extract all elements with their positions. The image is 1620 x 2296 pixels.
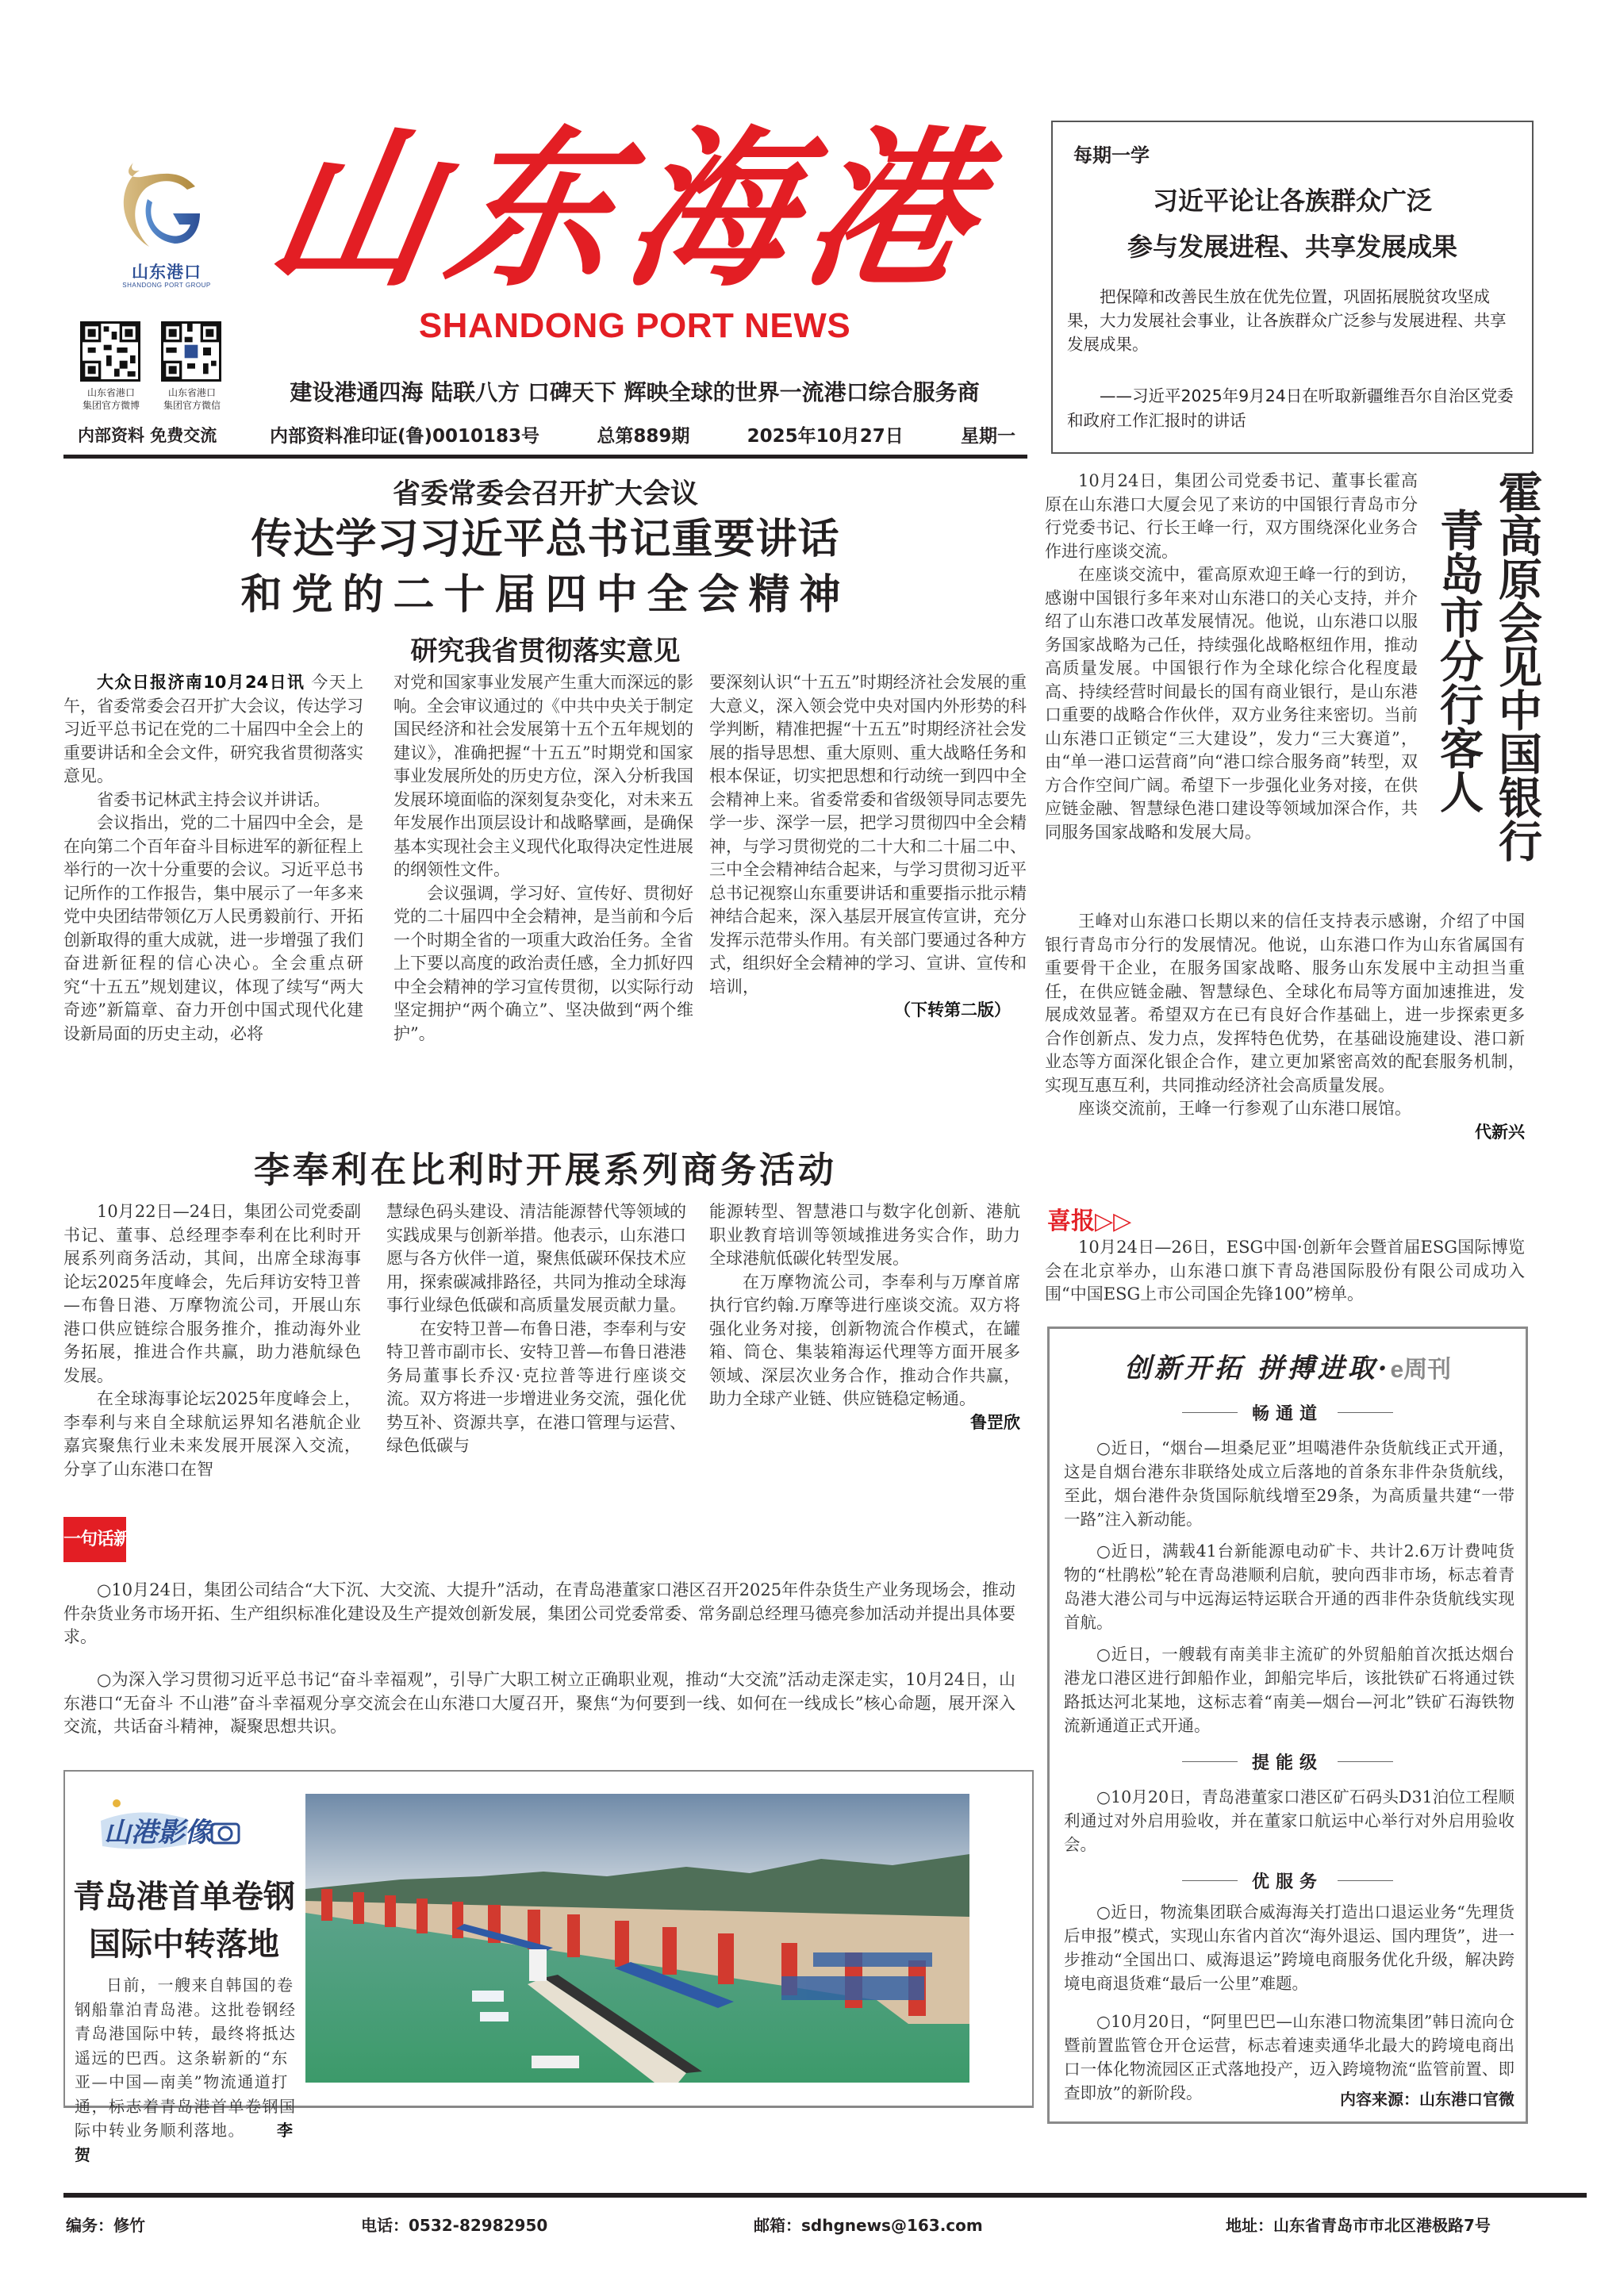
nameplate-english: SHANDONG PORT NEWS xyxy=(418,306,851,345)
photo-headline-line: 国际中转落地 xyxy=(89,1926,279,1963)
study-quote: 把保障和改善民生放在优先位置，巩固拓展脱贫攻坚成果，大力发展社会事业，让各族群众广泛参与发展进程、共享发展成果。 xyxy=(1067,287,1507,354)
e-weekly-box xyxy=(1047,1327,1528,2124)
paragraph: 要深刻认识“十五五”时期经济社会发展的重大意义，深入领会党中央对国内外形势的科学判断，精准把握“十五五”时期经济社会发展的指导思想、重大原则、重大战略任务和根本保证，切实把思想和行动统一到四中全会精神上来。省委常委和省级领导同志要先学一步、深学一层，把学习贯彻四中全会精神，与学习贯彻党的二十大和二十届二中、三中全会精神结合起来，与学习贯彻习近平总书记视察山东重要讲话和重要指示批示精神结合起来，深入基层开展宣传宣讲，充分发挥示范带头作用。有关部门要通过各种方式，组织好全会精神的学习、宣讲、宣传和培训， xyxy=(709,673,1027,996)
section-head-upgrade: 提能级 xyxy=(1050,1749,1526,1774)
paragraph: 会议指出，党的二十届四中全会，是在向第二个百年奋斗目标进军的新征程上举行的一次十分重要的会议。习近平总书记所作的工作报告，集中展示了一年多来党中央团结带领亿万人民勇毅前行、开拓创新取得的重大成就，进一步增强了我们奋进新征程的信心决心。全会重点研究“十五五”规划建议，体现了续写“两大奇迹”新篇章、奋力开创中国式现代化建设新局面的历史主动，必将 xyxy=(63,813,363,1043)
paragraph: 会议强调，学习好、宣传好、贯彻好党的二十届四中全会精神，是当前和今后一个时期全省的一项重大政治任务。全省上下要以高度的政治责任感，全力抓好四中全会精神的学习宣传贯彻，以实际行动坚定拥护“两个确立”、坚决做到“两个维护”。 xyxy=(393,883,693,1043)
lead-subhead: 研究我省贯彻落实意见 xyxy=(410,635,681,667)
lead-column-2 xyxy=(393,671,693,1046)
qr-caption-line: 集团官方微博 xyxy=(82,400,140,411)
photo-feature-box xyxy=(63,1770,1034,2164)
paragraph: 慧绿色码头建设、清洁能源替代等领域的实践成果与创新举措。他表示，山东港口愿与各方伙伴一道，聚焦低碳环保技术应用，探索碳减排路径，共同为推动全球海事行业绿色低碳和高质量发展贡献力量。 xyxy=(386,1202,686,1315)
second-story-column-2 xyxy=(386,1200,686,1458)
print-permit: 内部资料准印证(鲁)0010183号 xyxy=(270,426,540,447)
e-weekly-item: ○近日，一艘载有南美非主流矿的外贸船舶首次抵达烟台港龙口港区进行卸船作业，卸船完毕后，该批铁矿石将通过铁路抵达河北某地，这标志着“南美—烟台—河北”铁矿石海铁物流新通道正式开通。 xyxy=(1064,1645,1514,1735)
e-weekly-suffix: 周刊 xyxy=(1403,1357,1452,1383)
qr-caption-line: 集团官方微信 xyxy=(163,400,221,411)
lead-headline[interactable] xyxy=(63,512,1027,623)
footer-editor: 编务：修竹 xyxy=(66,2216,145,2235)
bank-story-body-top xyxy=(1045,470,1418,844)
paragraph: 能源转型、智慧港口与数字化创新、港航职业教育培训等领域推进务实合作，助力全球港航低碳化转型发展。 xyxy=(709,1202,1020,1268)
masthead-divider xyxy=(63,455,1027,459)
byline: 代新兴 xyxy=(1475,1122,1525,1142)
weibo-qr-caption xyxy=(71,386,151,412)
footer-address: 地址：山东省青岛市市北区港极路7号 xyxy=(1226,2216,1491,2235)
issue-number: 总第889期 xyxy=(597,426,690,447)
nameplate-char: 山 xyxy=(255,109,455,310)
one-sentence-news-label-text: 一句话新闻 xyxy=(63,1530,148,1549)
paragraph: 10月24日—26日，ESG中国·创新年会暨首届ESG国际博览会在北京举办，山东港口旗下青岛港国际股份有限公司成功入围“中国ESG上市公司国企先锋100”榜单。 xyxy=(1045,1238,1525,1303)
good-news-body xyxy=(1045,1236,1525,1307)
one-sentence-item xyxy=(63,1579,1015,1649)
column-logo-text: 山港影像 xyxy=(104,1817,212,1849)
study-source: ——习近平2025年9月24日在听取新疆维吾尔自治区党委和政府工作汇报时的讲话 xyxy=(1067,386,1514,430)
paragraph: 座谈交流前，王峰一行参观了山东港口展馆。 xyxy=(1078,1099,1411,1118)
continued-on-page-2-link[interactable]: （下转第二版） xyxy=(894,1000,1011,1019)
distribution-note: 内部资料 免费交流 xyxy=(78,426,217,445)
photo-feature-headline[interactable] xyxy=(65,1873,303,1968)
qr-caption-line: 山东省港口 xyxy=(167,387,216,398)
logo-english-name: SHANDONG PORT GROUP xyxy=(122,282,211,289)
lead-headline-line: 传达学习习近平总书记重要讲话 xyxy=(251,516,840,563)
port-aerial-photo[interactable] xyxy=(305,1794,969,2083)
bank-story-body-bottom xyxy=(1045,910,1525,1144)
qr-code-icon xyxy=(163,324,219,379)
e-weekly-item: ○近日，满载41台新能源电动矿卡、共计2.6万计费吨货物的“杜鹃松”轮在青岛港顺利启航，驶向西非市场，标志着青岛港大港公司与中远海运特运联合开通的西非件杂货航线实现首航。 xyxy=(1064,1542,1514,1632)
photo-credit: 李贺 xyxy=(75,2121,293,2164)
e-weekly-source: 内容来源：山东港口官微 xyxy=(1340,2090,1514,2109)
port-photo-image xyxy=(305,1794,969,2083)
lead-column-1 xyxy=(63,671,363,1046)
paragraph: 王峰对山东港口长期以来的信任支持表示感谢，介绍了中国银行青岛市分行的发展情况。他说，山东港口作为山东省属国有重要骨干企业，在服务国家战略、服务山东发展中主动担当重任，在供应链金融、智慧绿色、全球化布局等方面加速推进，发展成效显著。希望双方在已有良好合作基础上，进一步探索更多合作创新点、发力点，发挥特色优势，在基础设施建设、港口新业态等方面深化银企合作，建立更加紧密高效的配套服务机制，实现互惠互利，共同推动经济社会高质量发展。 xyxy=(1045,912,1525,1095)
port-group-emblem-icon xyxy=(117,155,213,258)
study-title-line: 习近平论让各族群众广泛 xyxy=(1152,186,1432,216)
weibo-qr-code[interactable] xyxy=(80,321,140,382)
paragraph: 在全球海事论坛2025年度峰会上，李奉利与来自全球航运界知名港航企业嘉宾聚焦行业未来发展开展深入交流，分享了山东港口在智 xyxy=(63,1389,361,1479)
paragraph: 10月22日—24日，集团公司党委副书记、董事、总经理李奉利在比利时开展系列商务活动，其间，出席全球海事论坛2025年度峰会，先后拜访安特卫普—布鲁日港、万摩物流公司，开展山东港口供应链综合服务推介，推动海外业务拓展，推进合作共赢，助力港航绿色发展。 xyxy=(63,1202,361,1385)
wechat-qr-code[interactable] xyxy=(161,321,221,382)
qr-code-icon xyxy=(83,324,138,379)
one-sentence-news-label xyxy=(63,1517,148,1562)
footer-email[interactable]: 邮箱：sdhgnews@163.com xyxy=(754,2216,983,2235)
footer-phone[interactable]: 电话：0532-82982950 xyxy=(361,2216,548,2235)
paragraph: 在座谈交流中，霍高原欢迎王峰一行的到访，感谢中国银行多年来对山东港口的关心支持，并介绍了山东港口改革发展情况。他说，山东港口以服务国家战略为己任，持续强化战略枢纽作用，推动高质量发展。中国银行作为全球化综合化程度最高、持续经营时间最长的国有商业银行，是山东港口重要的战略合作伙伴，双方业务往来密切。当前山东港口正锁定“三大建设”，发力“三大赛道”，由“单一港口运营商”向“港口综合服务商”转型，双方合作空间广阔。希望下一步强化业务对接，在供应链金融、智慧绿色港口建设等领域加深合作，共同服务国家战略和发展大局。 xyxy=(1045,565,1418,842)
double-arrow-icon: ▷▷ xyxy=(1095,1208,1132,1235)
section-head-service: 优服务 xyxy=(1050,1868,1526,1893)
newspaper-nameplate xyxy=(255,103,990,317)
second-story-column-1 xyxy=(63,1200,361,1481)
bank-story-headline-main[interactable]: 霍高原会见中国银行 xyxy=(1491,470,1543,862)
e-weekly-title-text: 创新开拓 拼搏进取· xyxy=(1123,1353,1391,1384)
section-head-smooth-channel: 畅通道 xyxy=(1050,1400,1526,1425)
e-weekly-item: ○近日，“烟台—坦桑尼亚”坦噶港件杂货航线正式开通，这是自烟台港东非联络处成立后落地的首条东非件杂货航线，至此，烟台港件杂货国际航线增至29条，为高质量共建“一带一路”注入新动能。 xyxy=(1064,1438,1514,1529)
issue-info-line xyxy=(270,421,1015,447)
byline: 鲁罡欣 xyxy=(970,1412,1020,1432)
paragraph: 在万摩物流公司，李奉利与万摩首席执行官约翰.万摩等进行座谈交流。双方将强化业务对接，创新物流合作模式，在罐箱、筒仓、集装箱海运代理等方面开展多领域、深层次业务合作，推动合作共赢，助力全球产业链、供应链稳定畅通。 xyxy=(709,1272,1020,1408)
dateline: 大众日报济南10月24日讯 xyxy=(97,673,305,692)
paragraph: ○为深入学习贯彻习近平总书记“奋斗幸福观”，引导广大职工树立正确职业观，推动“大交流”活动走深走实，10月24日，山东港口“无奋斗 不山港”奋斗幸福观分享交流会在山东港口大厦召开，聚焦“为何要到一线、如何在一线成长”核心命题，展开深入交流，共话奋斗精神，凝聚思想共识。 xyxy=(63,1670,1015,1736)
logo-chinese-name: 山东港口 xyxy=(132,263,202,282)
bank-story-headline-second[interactable]: 青岛市分行客人 xyxy=(1433,508,1484,813)
study-title-line: 参与发展进程、共享发展成果 xyxy=(1127,232,1457,262)
paragraph: 10月24日，集团公司党委书记、董事长霍高原在山东港口大厦会见了来访的中国银行青岛市分行党委书记、行长王峰一行，双方围绕深化业务合作进行座谈交流。 xyxy=(1045,471,1418,561)
photo-headline-line: 青岛港首单卷钢 xyxy=(73,1879,295,1915)
photo-feature-caption xyxy=(75,1973,301,2167)
port-images-column-logo-icon xyxy=(93,1797,244,1860)
caption-text: 日前，一艘来自韩国的卷钢船靠泊青岛港。这批卷钢经青岛港国际中转，最终将抵达遥远的巴西。这条崭新的“东亚—中国—南美”物流通道打通，标志着青岛港首单卷钢国际中转业务顺利落地。 xyxy=(75,1975,297,2140)
good-news-label xyxy=(1047,1201,1131,1236)
paragraph: 对党和国家事业发展产生重大而深远的影响。全会审议通过的《中共中央关于制定国民经济和社会发展第十五个五年规划的建议》，准确把握“十五五”时期党和国家事业发展所处的历史方位，深入分析我国发展环境面临的深刻复杂变化，对未来五年发展作出顶层设计和战略擘画，是确保基本实现社会主义现代化取得决定性进展的纲领性文件。 xyxy=(393,673,693,879)
e-weekly-item: ○10月20日，青岛港董家口港区矿石码头D31泊位工程顺利通过对外启用验收，并在董家口航运中心举行对外启用验收会。 xyxy=(1064,1787,1514,1854)
study-title xyxy=(1053,178,1532,270)
shandong-port-logo xyxy=(111,155,222,305)
lead-kicker: 省委常委会召开扩大会议 xyxy=(392,478,698,510)
paragraph: 今天上午，省委常委会召开扩大会议，传达学习习近平总书记在党的二十届四中全会上的重要讲话和全会文件，研究我省贯彻落实意见。 xyxy=(63,673,363,785)
issue-date: 2025年10月27日 xyxy=(747,426,904,447)
qr-caption-line: 山东省港口 xyxy=(86,387,135,398)
second-story-column-3 xyxy=(709,1200,1020,1434)
footer-divider xyxy=(63,2193,1587,2198)
nameplate-char: 海 xyxy=(612,109,812,310)
one-sentence-item xyxy=(63,1668,1015,1739)
e-weekly-item: ○近日，物流集团联合威海海关打造出口退运业务“先理货后申报”模式，实现山东省内首次“海外退运、国内理货”，进一步推动“全国出口、威海退运”跨境电商服务优化升级，解决跨境电商退货难“最后一公里”难题。 xyxy=(1064,1902,1514,1993)
paragraph: ○10月24日，集团公司结合“大下沉、大交流、大提升”活动，在青岛港董家口港区召开2025年件杂货生产业务现场会，推动件杂货业务市场开拓、生产组织标准化建设及生产提效创新发展，集团公司党委常委、常务副总经理马德亮参加活动并提出具体要求。 xyxy=(63,1580,1015,1646)
e-weekly-title xyxy=(1050,1346,1526,1385)
e-weekly-e: e xyxy=(1390,1357,1404,1383)
second-story-headline[interactable]: 李奉利在比利时开展系列商务活动 xyxy=(253,1149,837,1191)
lead-headline-line: 和党的二十届四中全会精神 xyxy=(240,571,850,619)
issue-weekday: 星期一 xyxy=(961,426,1015,447)
masthead-slogan: 建设港通四海 陆联八方 口碑天下 辉映全球的世界一流港口综合服务商 xyxy=(290,379,980,405)
nameplate-char: 港 xyxy=(791,109,990,310)
lead-column-3 xyxy=(709,671,1027,1023)
study-kicker: 每期一学 xyxy=(1073,144,1150,167)
nameplate-char: 东 xyxy=(434,109,633,310)
e-weekly-item: ○10月20日，“阿里巴巴—山东港口物流集团”韩日流向仓暨前置监管仓开仓运营，标志着速卖通华北最大的跨境电商出口一体化物流园区正式落地投产，迈入跨境物流“监管前置、即查即放”的新阶段。 xyxy=(1064,2012,1514,2102)
paragraph: 省委书记林武主持会议并讲话。 xyxy=(97,789,330,809)
paragraph: 在安特卫普—布鲁日港，李奉利与安特卫普市副市长、安特卫普—布鲁日港港务局董事长乔汉·克拉普等进行座谈交流。双方将进一步增进业务交流，强化优势互补、资源共享，在港口管理与运营、绿色低碳与 xyxy=(386,1319,686,1455)
good-news-label-text: 喜报 xyxy=(1047,1208,1095,1235)
weekly-study-box xyxy=(1051,121,1534,454)
wechat-qr-caption xyxy=(152,386,232,412)
